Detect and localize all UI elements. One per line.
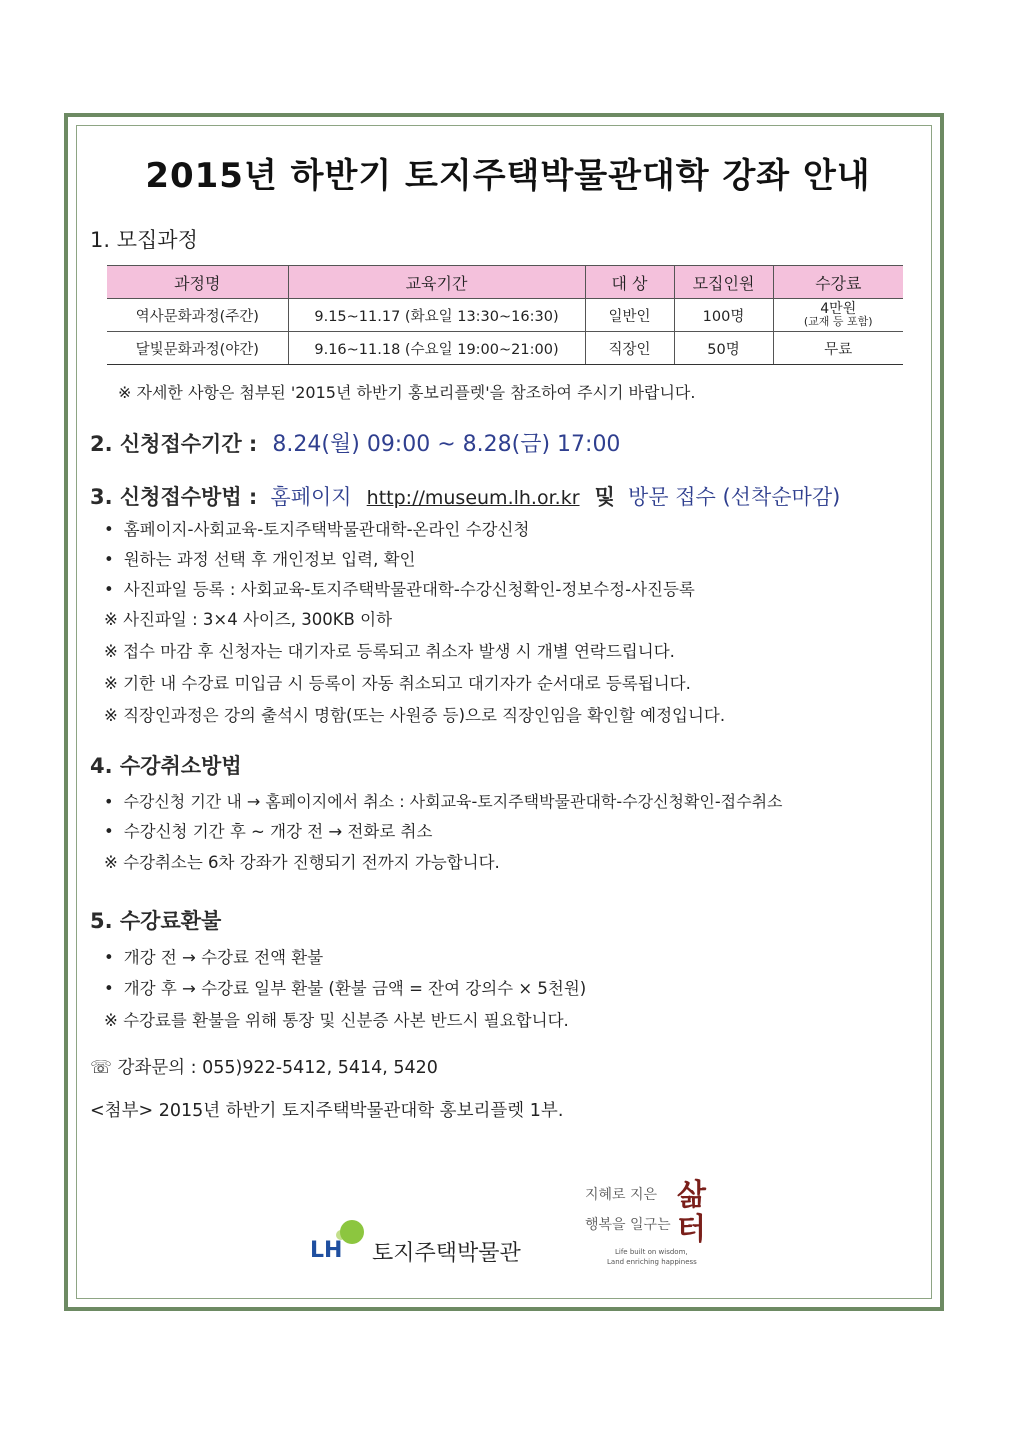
museum-name: 토지주택박물관 xyxy=(372,1241,521,1266)
table-row xyxy=(107,332,903,365)
col-header-fee: 수강료 xyxy=(773,266,903,299)
list-note: ※ 사진파일 : 3×4 사이즈, 300KB 이하 xyxy=(104,610,393,629)
list-note: ※ 직장인과정은 강의 출석시 명함(또는 사원증 등)으로 직장인임을 확인할 예정입니다. xyxy=(104,706,726,725)
list-item: • 수강신청 기간 내 → 홈페이지에서 취소 : 사회교육-토지주택박물관대학-수강신청확인-접수취소 xyxy=(104,789,783,812)
lh-dot-large xyxy=(340,1220,364,1244)
slogan-calligraphy-1: 삶 xyxy=(677,1178,706,1213)
contact-line: ☏ 강좌문의 : 055)922-5412, 5414, 5420 xyxy=(90,1058,438,1078)
application-dates: 8.24(월) 09:00 ~ 8.28(금) 17:00 xyxy=(272,432,621,457)
cell-capacity: 50명 xyxy=(674,332,773,365)
slogan-english-2: Land enriching happiness xyxy=(607,1258,697,1266)
list-item: • 개강 후 → 수강료 일부 환불 (환불 금액 = 잔여 강의수 × 5천원) xyxy=(104,975,586,999)
fee-amount: 4만원 xyxy=(820,301,857,317)
lh-museum-logo xyxy=(308,1218,528,1268)
course-table xyxy=(107,265,903,365)
section4-heading: 4. 수강취소방법 xyxy=(90,754,242,778)
section1-note: ※ 자세한 사항은 첨부된 '2015년 하반기 홍보리플렛'을 참조하여 주시기 바랍니다. xyxy=(118,383,696,402)
list-item: • 홈페이지-사회교육-토지주택박물관대학-온라인 수강신청 xyxy=(104,516,529,540)
col-header-course: 과정명 xyxy=(107,266,288,299)
section3-heading: 3. 신청접수방법 : xyxy=(90,485,258,509)
table-row xyxy=(107,299,903,332)
cell-capacity: 100명 xyxy=(674,299,773,332)
homepage-label: 홈페이지 xyxy=(270,485,352,509)
section5-heading: 5. 수강료환불 xyxy=(90,909,222,933)
col-header-target: 대 상 xyxy=(585,266,674,299)
cell-fee xyxy=(773,299,903,332)
section2-row xyxy=(90,427,620,458)
lh-wordmark: LH xyxy=(310,1238,343,1263)
section3-row xyxy=(90,481,840,511)
attachment-line: <첨부> 2015년 하반기 토지주택박물관대학 홍보리플렛 1부. xyxy=(90,1101,564,1121)
col-header-period: 교육기간 xyxy=(288,266,585,299)
cell-period: 9.16~11.18 (수요일 19:00~21:00) xyxy=(288,332,585,365)
table-header-row xyxy=(107,266,903,299)
cell-course: 역사문화과정(주간) xyxy=(107,299,288,332)
list-item: • 원하는 과정 선택 후 개인정보 입력, 확인 xyxy=(104,546,415,570)
slogan-line2: 행복을 일구는 xyxy=(585,1217,671,1233)
list-item: • 수강신청 기간 후 ~ 개강 전 → 전화로 취소 xyxy=(104,818,432,842)
slogan-calligraphy-2: 터 xyxy=(677,1212,706,1247)
page-title: 2015년 하반기 토지주택박물관대학 강좌 안내 xyxy=(145,156,871,196)
list-item: • 사진파일 등록 : 사회교육-토지주택박물관대학-수강신청확인-정보수정-사진등록 xyxy=(104,576,695,600)
fee-note: (교재 등 포함) xyxy=(803,315,873,328)
slogan-logo xyxy=(585,1170,725,1270)
slogan-line1: 지혜로 지은 xyxy=(585,1187,658,1203)
section1-heading: 1. 모집과정 xyxy=(90,228,198,252)
col-header-capacity: 모집인원 xyxy=(674,266,773,299)
slogan-english-1: Life built on wisdom, xyxy=(615,1248,688,1256)
list-note: ※ 기한 내 수강료 미입금 시 등록이 자동 취소되고 대기자가 순서대로 등록됩니다. xyxy=(104,674,691,693)
list-note: ※ 접수 마감 후 신청자는 대기자로 등록되고 취소자 발생 시 개별 연락드립니다. xyxy=(104,642,675,661)
list-item: • 개강 전 → 수강료 전액 환불 xyxy=(104,944,323,968)
cell-period: 9.15~11.17 (화요일 13:30~16:30) xyxy=(288,299,585,332)
and-label: 및 xyxy=(594,485,615,509)
cell-fee: 무료 xyxy=(773,332,903,365)
list-note: ※ 수강료를 환불을 위해 통장 및 신분증 사본 반드시 필요합니다. xyxy=(104,1011,569,1030)
section2-heading: 2. 신청접수기간 : xyxy=(90,432,258,456)
museum-url-link[interactable]: http://museum.lh.or.kr xyxy=(366,487,580,509)
cell-target: 직장인 xyxy=(585,332,674,365)
visit-label: 방문 접수 (선착순마감) xyxy=(628,485,841,509)
cell-course: 달빛문화과정(야간) xyxy=(107,332,288,365)
cell-target: 일반인 xyxy=(585,299,674,332)
list-note: ※ 수강취소는 6차 강좌가 진행되기 전까지 가능합니다. xyxy=(104,853,500,872)
